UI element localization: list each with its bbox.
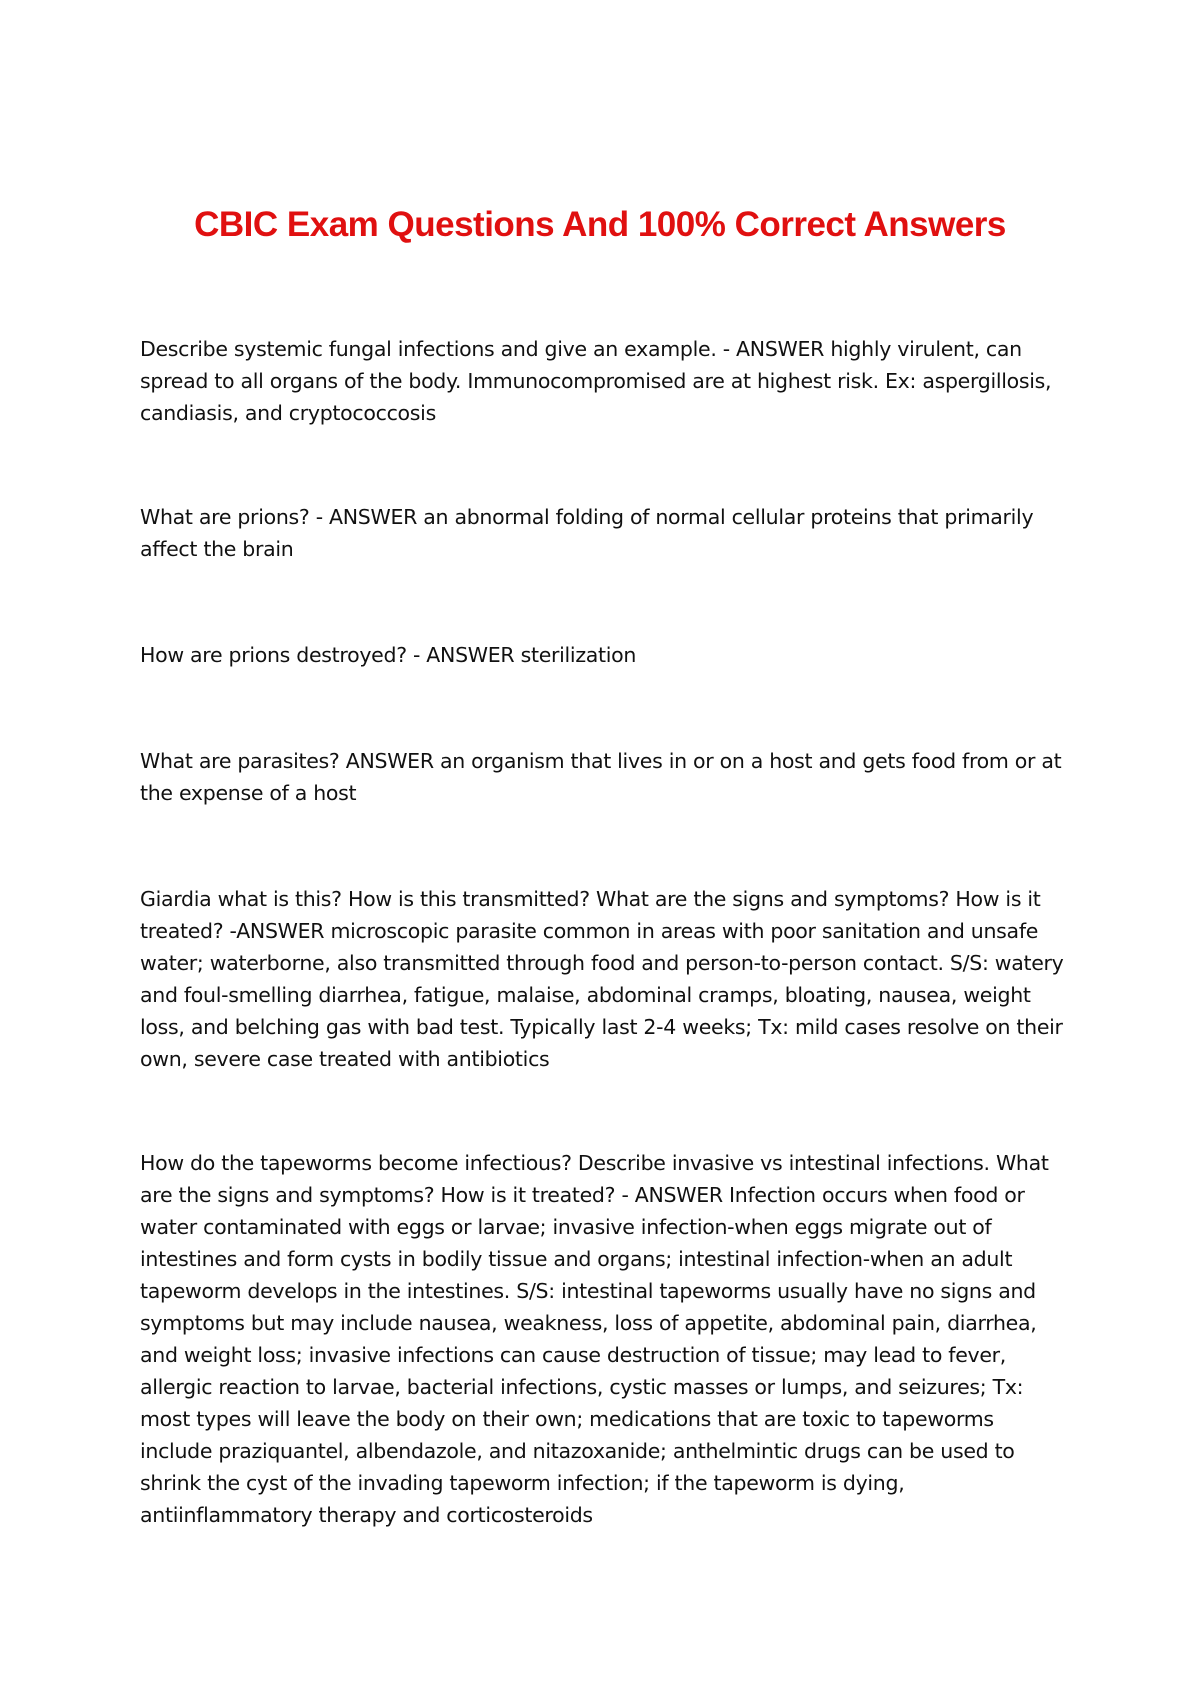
answer-marker: - ANSWER <box>716 337 831 361</box>
qa-item-parasites <box>140 745 1070 809</box>
question-text: What are prions? <box>140 505 310 529</box>
answer-marker: - ANSWER <box>309 505 424 529</box>
question-text: What are parasites? <box>140 749 340 773</box>
question-text: Describe systemic fungal infections and give an example. <box>140 337 717 361</box>
question-text: How do the tapeworms become infectious? Describe invasive vs intestinal infections. What are the signs and symptoms? How is it treated? <box>140 1151 1049 1207</box>
answer-text: an abnormal folding of normal cellular proteins that primarily affect the brain <box>140 505 1034 561</box>
question-text: How are prions destroyed? <box>140 643 407 667</box>
qa-item-prions-destroyed <box>140 639 1070 671</box>
answer-text: Infection occurs when food or water contaminated with eggs or larvae; invasive infection-when eggs migrate out of intestines and form cysts in bodily tissue and organs; intestinal infection-when an adult tapeworm develops in the intestines. S/S: intestinal tapeworms usually have no signs and symptoms but may include nausea, weakness, loss of appetite, abdominal pain, diarrhea, and weight loss; invasive infections can cause destruction of tissue; may lead to fever, allergic reaction to larvae, bacterial infections, cystic masses or lumps, and seizures; Tx: most types will leave the body on their own; medications that are toxic to tapeworms include praziquantel, albendazole, and nitazoxanide; anthelmintic drugs can be used to shrink the cyst of the invading tapeworm infection; if the tapeworm is dying, antiinflammatory therapy and corticosteroids <box>140 1183 1037 1527</box>
qa-item-giardia <box>140 883 1070 1075</box>
answer-marker: ANSWER <box>339 749 440 773</box>
qa-item-fungal-infections <box>140 333 1070 429</box>
document-title: CBIC Exam Questions And 100% Correct Answers <box>194 205 1006 244</box>
qa-item-prions <box>140 501 1070 565</box>
answer-text: highly virulent, can spread to all organs of the body. Immunocompromised are at highest risk. Ex: aspergillosis, candiasis, and cryptococcosis <box>140 337 1052 425</box>
question-text: Giardia what is this? How is this transmitted? What are the signs and symptoms? How is it treated? <box>140 887 1041 943</box>
answer-text: microscopic parasite common in areas with poor sanitation and unsafe water; waterborne, also transmitted through food and person-to-person contact. S/S: watery and foul-smelling diarrhea, fatigue, malaise, abdominal cramps, bloating, nausea, weight loss, and belching gas with bad test. Typically last 2-4 weeks; Tx: mild cases resolve on their own, severe case treated with antibiotics <box>140 919 1064 1071</box>
answer-marker: -ANSWER <box>223 919 331 943</box>
answer-marker: - ANSWER <box>615 1183 730 1207</box>
answer-text: sterilization <box>520 643 637 667</box>
answer-marker: - ANSWER <box>406 643 521 667</box>
qa-item-tapeworms <box>140 1147 1070 1531</box>
answer-text: an organism that lives in or on a host and gets food from or at the expense of a host <box>140 749 1062 805</box>
